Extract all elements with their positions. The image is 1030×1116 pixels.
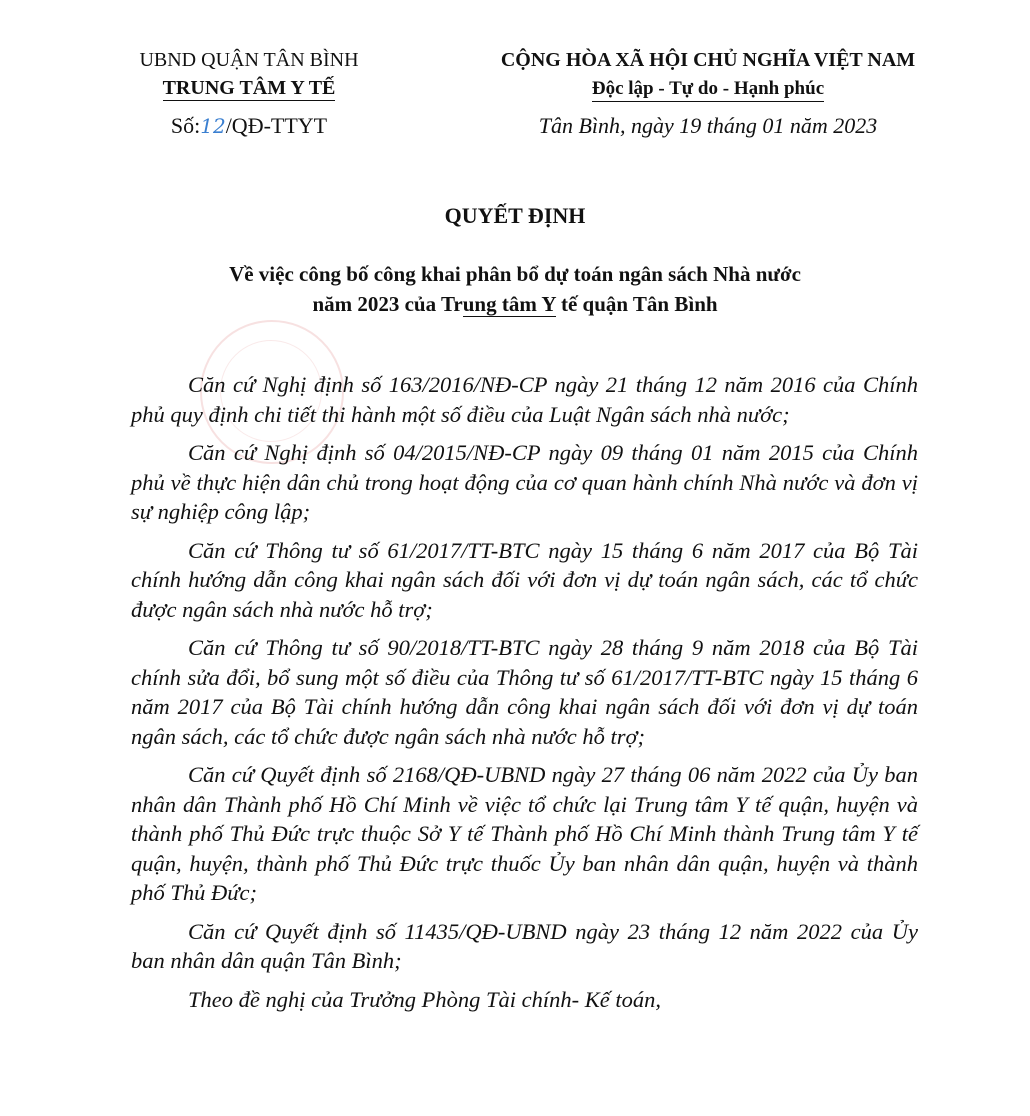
document-title: QUYẾT ĐỊNH — [444, 203, 586, 228]
legal-basis-paragraph: Căn cứ Quyết định số 11435/QĐ-UBND ngày 23 tháng 12 năm 2022 của Ủy ban nhân dân quận Tân Bình; — [131, 918, 918, 973]
subtitle-line-1: Về việc công bố công khai phân bổ dự toán ngân sách Nhà nước — [229, 262, 801, 286]
place-date: Tân Bình, ngày 19 tháng 01 năm 2023 — [538, 113, 878, 138]
proposal-paragraph: Theo đề nghị của Trưởng Phòng Tài chính- Kế toán, — [188, 986, 662, 1012]
issuing-authority-block — [118, 46, 380, 140]
issuing-unit: TRUNG TÂM Y TẾ — [162, 77, 336, 99]
legal-basis-paragraph: Căn cứ Thông tư số 61/2017/TT-BTC ngày 15 tháng 6 năm 2017 của Bộ Tài chính hướng dẫn công khai ngân sách đối với đơn vị dự toán ngân sách, các tổ chức được ngân sách nhà nước hỗ trợ; — [131, 537, 918, 622]
document-body — [131, 370, 918, 1023]
document-subtitle — [90, 259, 940, 319]
handwritten-number: 12 — [200, 114, 226, 138]
national-title: CỘNG HÒA XÃ HỘI CHỦ NGHĨA VIỆT NAM — [500, 49, 916, 71]
national-motto: Độc lập - Tự do - Hạnh phúc — [592, 77, 824, 102]
legal-basis-paragraph: Căn cứ Thông tư số 90/2018/TT-BTC ngày 28 tháng 9 năm 2018 của Bộ Tài chính sửa đổi, bổ sung một số điều của Thông tư số 61/2017/TT-BTC ngày 15 tháng 6 năm 2017 của Bộ Tài chính hướng dẫn công khai ngân sách đối với đơn vị dự toán ngân sách, các tổ chức được ngân sách nhà nước hỗ trợ; — [131, 635, 918, 749]
legal-basis-paragraph: Căn cứ Quyết định số 2168/QĐ-UBND ngày 27 tháng 06 năm 2022 của Ủy ban nhân dân Thành phố Hồ Chí Minh về việc tổ chức lại Trung tâm Y tế quận, huyện và thành phố Thủ Đức trực thuộc Sở Y tế Thành phố Hồ Chí Minh thành Trung tâm Y tế quận, huyện, thành phố Thủ Đức trực thuốc Ủy ban nhân dân quận, huyện và thành phố Thủ Đức; — [131, 762, 918, 905]
number-suffix: /QĐ-TTYT — [225, 113, 328, 138]
parent-authority: UBND QUẬN TÂN BÌNH — [139, 49, 359, 71]
document-number — [118, 112, 380, 140]
national-header-block — [478, 46, 938, 140]
subtitle-line-2: năm 2023 của Trung tâm Y tế quận Tân Bình — [312, 292, 718, 316]
legal-basis-paragraph: Căn cứ Nghị định số 163/2016/NĐ-CP ngày 21 tháng 12 năm 2016 của Chính phủ quy định chi tiết thi hành một số điều của Luật Ngân sách nhà nước; — [131, 372, 918, 427]
legal-basis-paragraph: Căn cứ Nghị định số 04/2015/NĐ-CP ngày 09 tháng 01 năm 2015 của Chính phủ về thực hiện dân chủ trong hoạt động của cơ quan hành chính Nhà nước và đơn vị sự nghiệp công lập; — [131, 440, 918, 524]
number-prefix: Số: — [170, 113, 201, 138]
